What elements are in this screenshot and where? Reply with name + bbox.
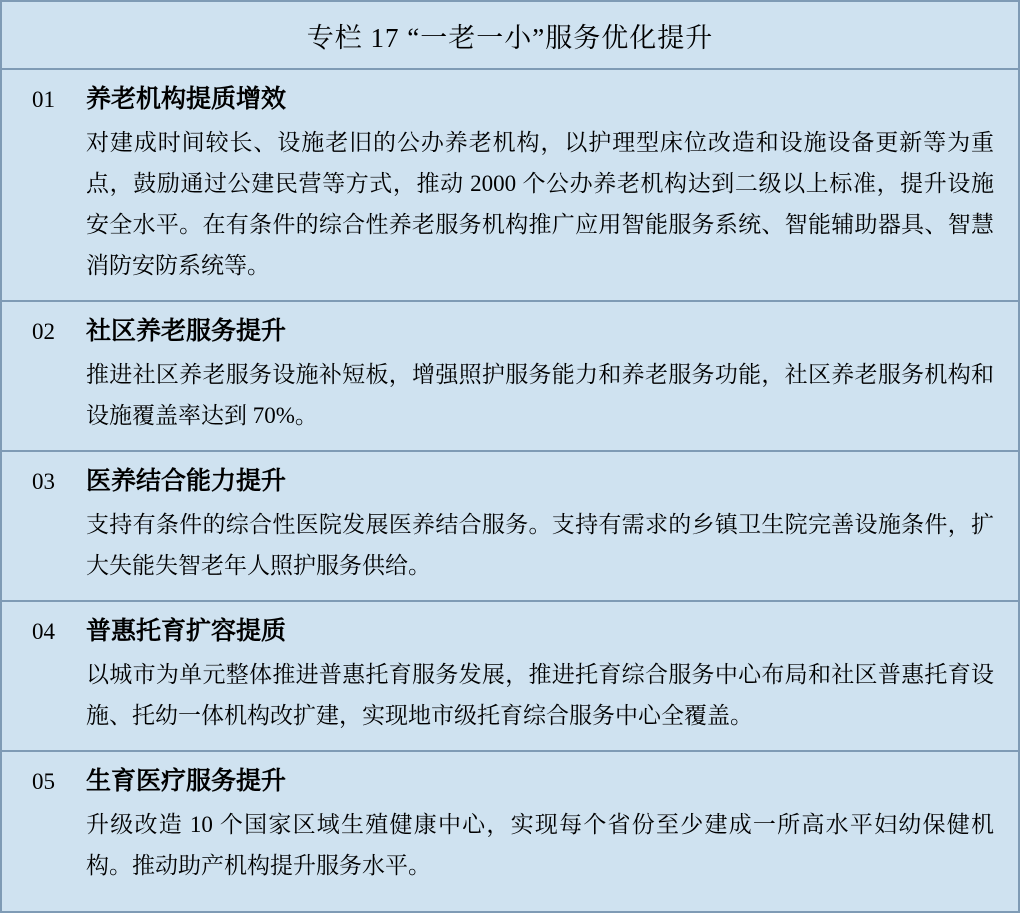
item-heading: 生育医疗服务提升 xyxy=(86,768,287,795)
item-text: 升级改造 10 个国家区域生殖健康中心，实现每个省份至少建成一所高水平妇幼保健机构。推动助产机构提升服务水平。 xyxy=(86,812,994,878)
item-body xyxy=(86,762,994,886)
item-text: 支持有条件的综合性医院发展医养结合服务。支持有需求的乡镇卫生院完善设施条件，扩大失能失智老年人照护服务供给。 xyxy=(86,512,994,578)
item-body xyxy=(86,612,994,736)
item-text: 推进社区养老服务设施补短板，增强照护服务能力和养老服务功能，社区养老服务机构和设施覆盖率达到 70%。 xyxy=(86,362,994,428)
item-number: 04 xyxy=(32,619,55,644)
item-number: 05 xyxy=(32,769,55,794)
list-item xyxy=(2,752,1018,900)
item-text: 以城市为单元整体推进普惠托育服务发展，推进托育综合服务中心布局和社区普惠托育设施、托幼一体机构改扩建，实现地市级托育综合服务中心全覆盖。 xyxy=(86,662,994,728)
item-text: 对建成时间较长、设施老旧的公办养老机构，以护理型床位改造和设施设备更新等为重点，鼓励通过公建民营等方式，推动 2000 个公办养老机构达到二级以上标准，提升设施安全水平。在有条件的综合性养老服务机构推广应用智能服务系统、智能辅助器具、智慧消防安防系统等。 xyxy=(86,130,994,278)
item-body xyxy=(86,80,994,286)
item-heading: 普惠托育扩容提质 xyxy=(86,618,287,645)
item-heading: 医养结合能力提升 xyxy=(86,468,287,495)
list-item xyxy=(2,452,1018,602)
list-item xyxy=(2,602,1018,752)
item-number: 01 xyxy=(32,87,55,112)
item-heading: 养老机构提质增效 xyxy=(86,86,287,113)
item-heading: 社区养老服务提升 xyxy=(86,318,287,345)
item-body xyxy=(86,312,994,436)
box-title: 专栏 17 “一老一小”服务优化提升 xyxy=(2,2,1018,70)
item-body xyxy=(86,462,994,586)
list-item xyxy=(2,70,1018,302)
item-number: 02 xyxy=(32,319,55,344)
list-item xyxy=(2,302,1018,452)
item-number: 03 xyxy=(32,469,55,494)
